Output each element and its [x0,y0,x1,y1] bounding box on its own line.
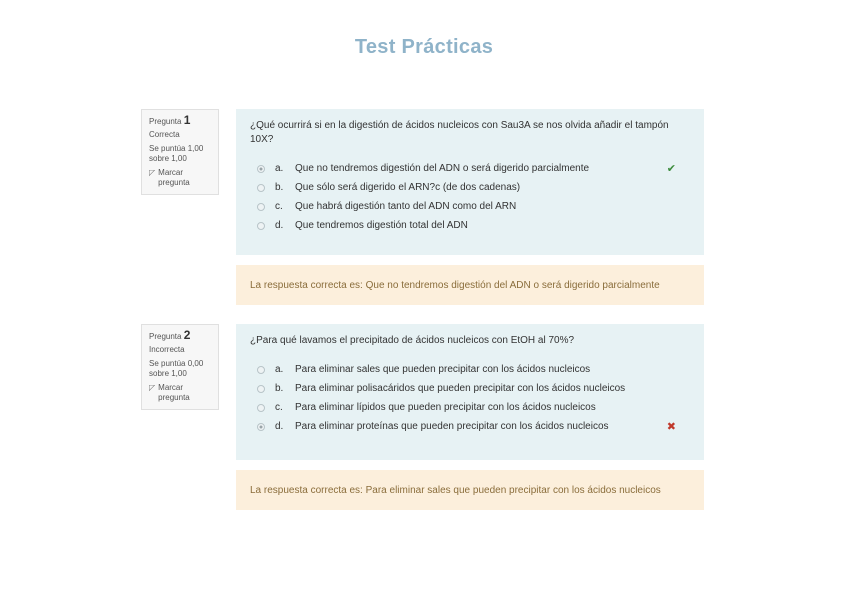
question-label: Pregunta [149,332,182,341]
answer-letter: d. [275,220,284,231]
answer-list [250,159,690,235]
question-formulation-2 [236,324,704,460]
answer-letter: c. [275,402,283,413]
question-label: Pregunta [149,117,182,126]
question-text: ¿Qué ocurrirá si en la digestión de ácidos nucleicos con Sau3A se nos olvida añadir el tampón 10X? [250,120,669,145]
answer-text: Para eliminar sales que pueden precipitar con los ácidos nucleicos [295,364,591,375]
flag-question-button[interactable] [149,383,212,403]
question-state: Incorrecta [149,345,185,354]
flag-icon: ◸ [149,383,156,392]
check-icon: ✔ [666,163,676,175]
answer-option[interactable] [250,178,690,197]
page-title: Test Prácticas [354,36,494,58]
answer-letter: a. [275,163,284,174]
question-text: ¿Para qué lavamos el precipitado de ácidos nucleicos con EtOH al 70%? [250,335,575,346]
answer-option[interactable] [250,360,690,379]
answer-option[interactable] [250,398,690,417]
answer-text: Para eliminar lípidos que pueden precipitar con los ácidos nucleicos [295,402,596,413]
flag-question-button[interactable] [149,168,212,188]
correct-answer-feedback: La respuesta correcta es: Para eliminar sales que pueden precipitar con los ácidos nucleicos [236,470,704,510]
radio-button[interactable] [257,366,265,374]
radio-button[interactable] [257,385,265,393]
answer-letter: b. [275,182,284,193]
radio-button[interactable] [257,184,265,192]
answer-text: Que sólo será digerido el ARN?c (de dos cadenas) [295,182,521,193]
question-grade: Se puntúa 1,00 sobre 1,00 [149,144,204,163]
answer-option[interactable] [250,379,690,398]
question-info-1 [141,109,219,195]
answer-option[interactable] [250,216,690,235]
correct-answer-feedback: La respuesta correcta es: Que no tendremos digestión del ADN o será digerido parcialmente [236,265,704,305]
question-number: 2 [183,328,191,342]
flag-label: Marcar pregunta [158,168,190,187]
answer-text: Que no tendremos digestión del ADN o será digerido parcialmente [295,163,590,174]
question-formulation-1 [236,109,704,255]
question-number: 1 [183,113,191,127]
answer-text: Para eliminar proteínas que pueden precipitar con los ácidos nucleicos [295,421,609,432]
answer-letter: a. [275,364,284,375]
radio-button[interactable] [257,165,265,173]
answer-list [250,360,690,436]
question-grade: Se puntúa 0,00 sobre 1,00 [149,359,204,378]
answer-letter: b. [275,383,284,394]
answer-option[interactable] [250,197,690,216]
radio-button[interactable] [257,203,265,211]
radio-button[interactable] [257,404,265,412]
answer-letter: c. [275,201,283,212]
flag-icon: ◸ [149,168,156,177]
question-state: Correcta [149,130,180,139]
flag-label: Marcar pregunta [158,383,190,402]
answer-text: Que tendremos digestión total del ADN [295,220,468,231]
answer-text: Que habrá digestión tanto del ADN como del ARN [295,201,517,212]
radio-button[interactable] [257,423,265,431]
radio-button[interactable] [257,222,265,230]
answer-letter: d. [275,421,284,432]
question-info-2 [141,324,219,410]
cross-icon: ✖ [666,421,676,433]
answer-text: Para eliminar polisacáridos que pueden precipitar con los ácidos nucleicos [295,383,626,394]
answer-option[interactable] [250,417,690,436]
answer-option[interactable] [250,159,690,178]
